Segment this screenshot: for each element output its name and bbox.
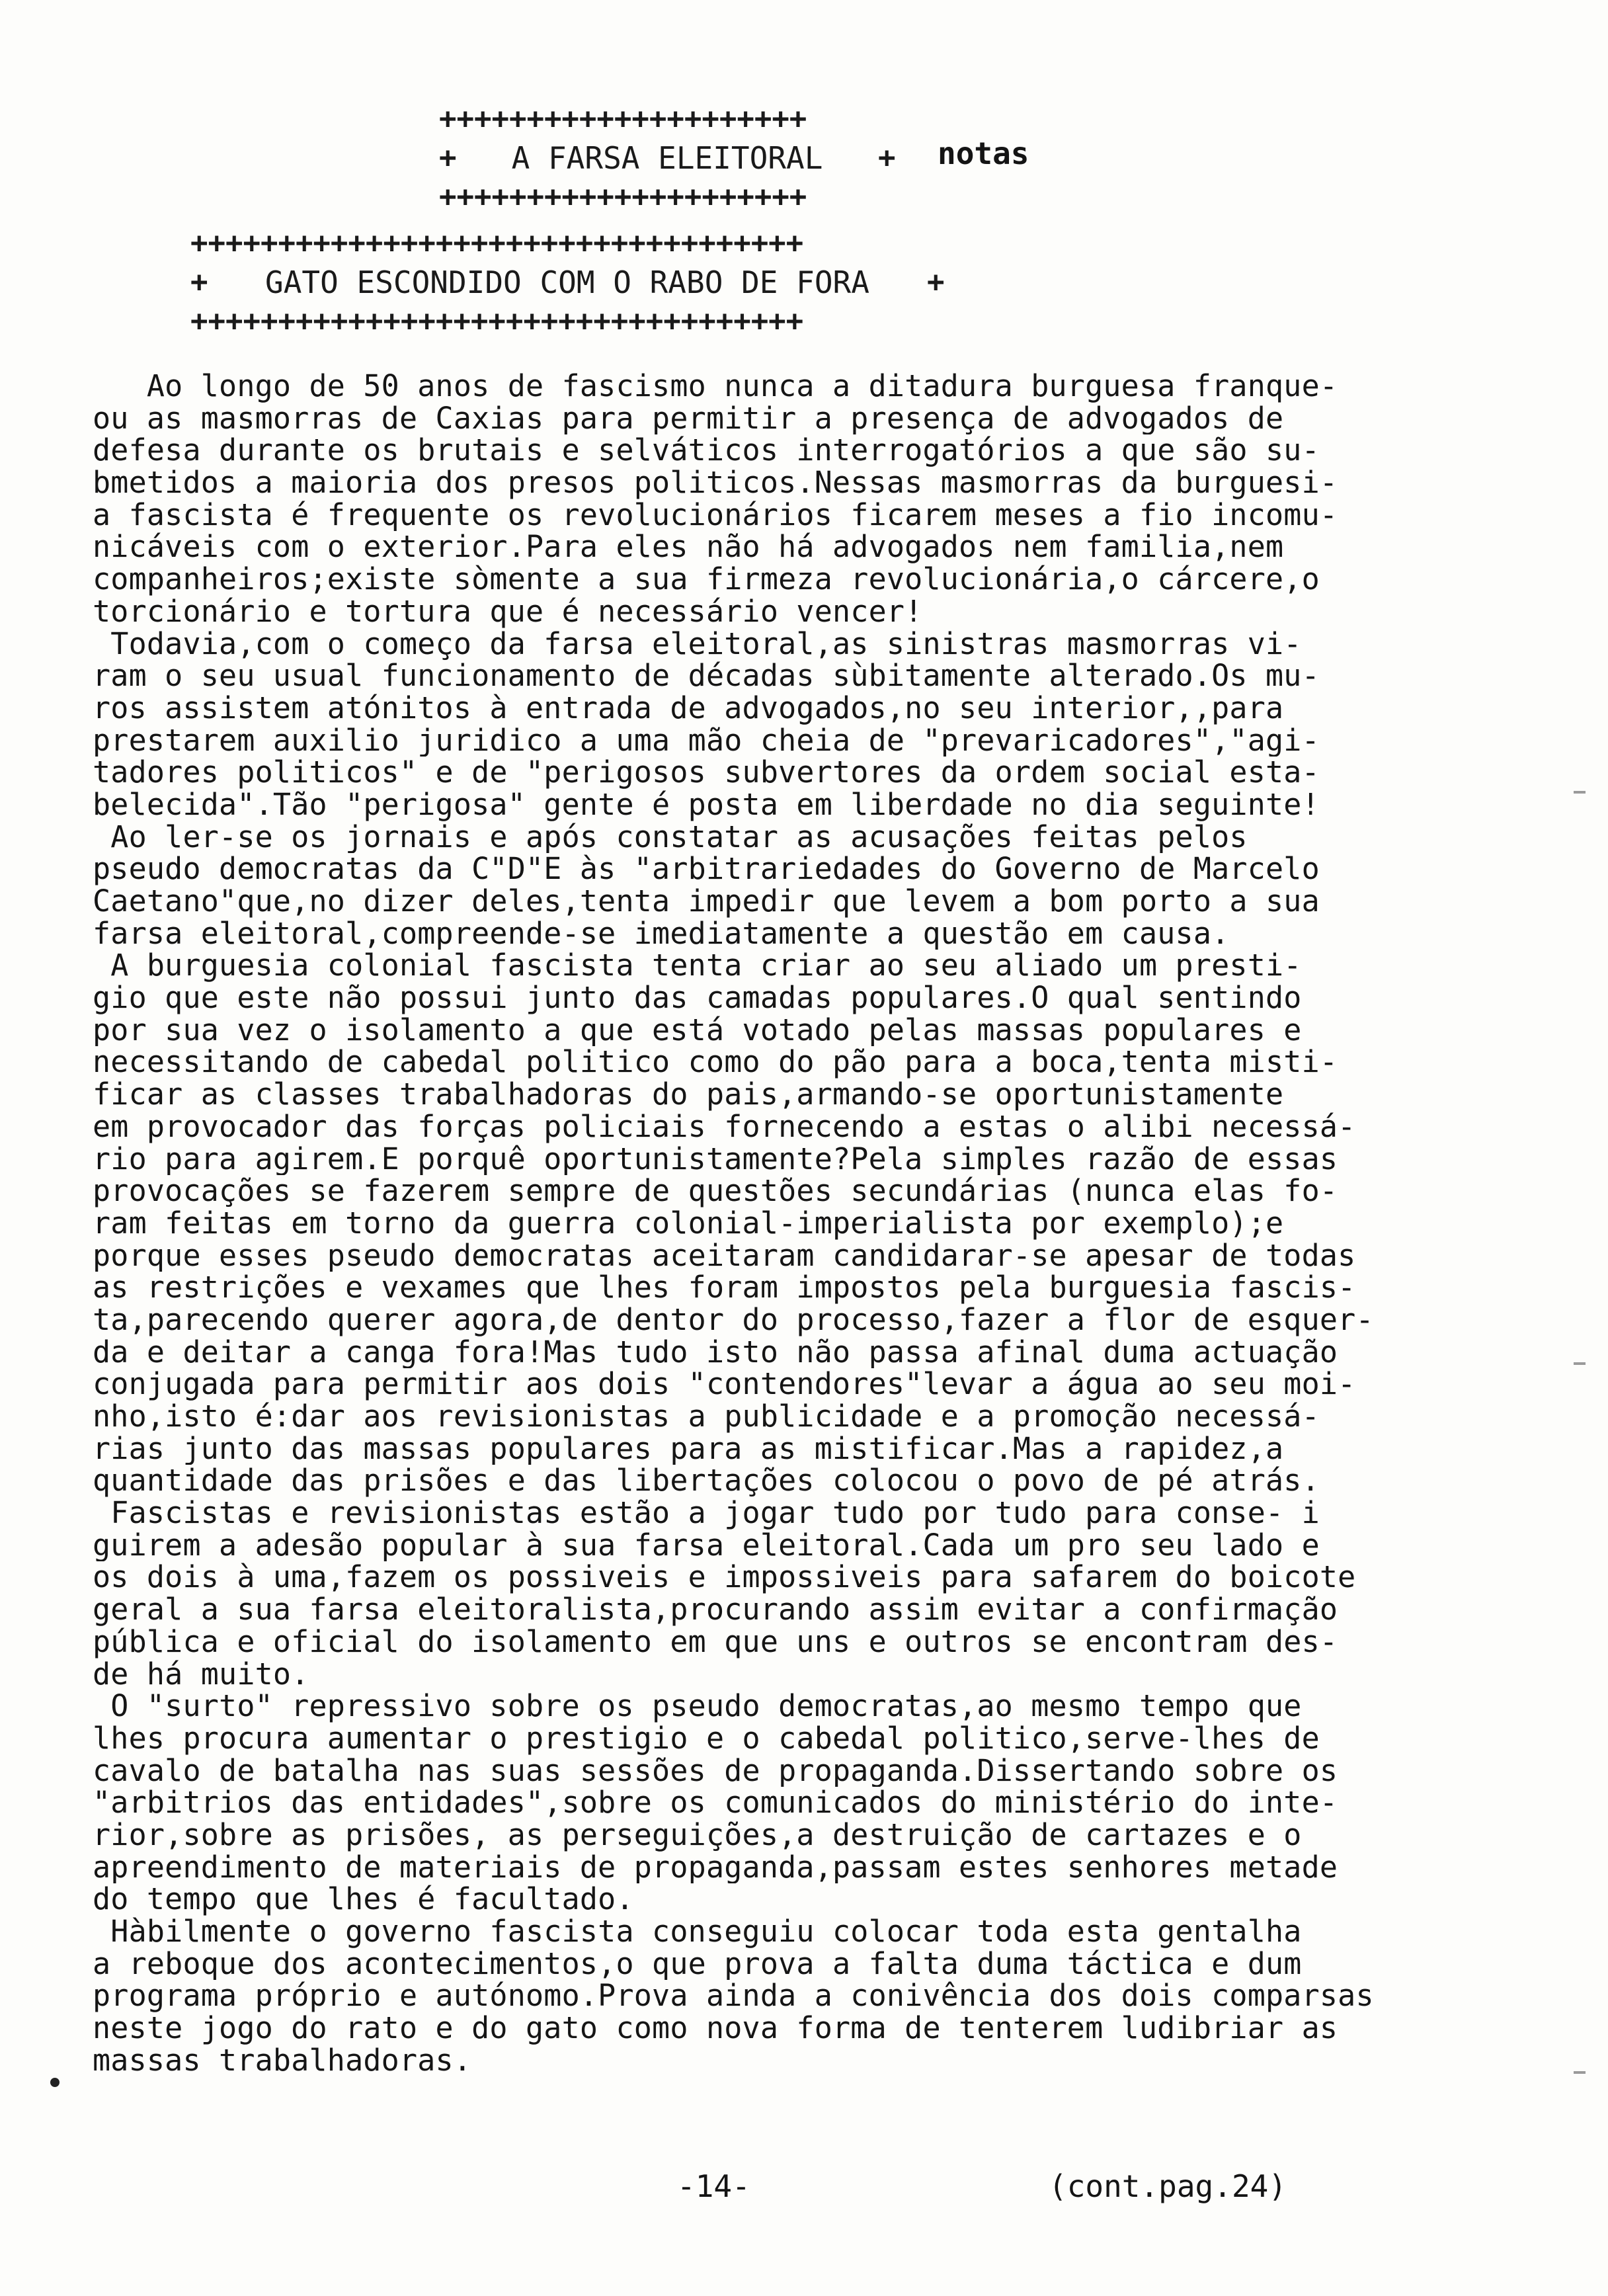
body-line: da e deitar a canga fora!Mas tudo isto não passa afinal duma actuação bbox=[93, 1336, 1338, 1369]
body-line: apreendimento de materiais de propaganda,passam estes senhores metade bbox=[93, 1851, 1338, 1884]
body-line: Caetano"que,no dizer deles,tenta impedir que levem a bom porto a sua bbox=[93, 885, 1320, 918]
body-line: de há muito. bbox=[93, 1658, 309, 1691]
body-line: provocações se fazerem sempre de questões secundárias (nunca elas fo- bbox=[93, 1175, 1338, 1208]
header-title-box bbox=[439, 104, 895, 212]
body-line: quantidade das prisões e das libertações colocou o povo de pé atrás. bbox=[93, 1465, 1320, 1498]
body-line: rio para agirem.E porquê oportunistamente?Pela simples razão de essas bbox=[93, 1143, 1338, 1176]
body-line: ram o seu usual funcionamento de décadas sùbitamente alterado.Os mu- bbox=[93, 660, 1320, 692]
body-line: cavalo de batalha nas suas sessões de propaganda.Dissertando sobre os bbox=[93, 1754, 1338, 1787]
article-body bbox=[93, 370, 1488, 2076]
body-line: A burguesia colonial fascista tenta criar ao seu aliado um presti- bbox=[93, 950, 1302, 983]
body-line: nicáveis com o exterior.Para eles não há advogados nem familia,nem bbox=[93, 531, 1284, 564]
body-line: ta,parecendo querer agora,de dentor do processo,fazer a flor de esquer- bbox=[93, 1303, 1374, 1336]
body-line: ros assistem atónitos à entrada de advogados,no seu interior,,para bbox=[93, 692, 1284, 725]
body-line: porque esses pseudo democratas aceitaram candidarar-se apesar de todas bbox=[93, 1239, 1356, 1272]
body-line: ou as masmorras de Caxias para permitir a presença de advogados de bbox=[93, 402, 1284, 435]
body-line: "arbitrios das entidades",sobre os comunicados do ministério do inte- bbox=[93, 1787, 1338, 1819]
body-line: Ao longo de 50 anos de fascismo nunca a ditadura burguesa franque- bbox=[93, 370, 1338, 403]
body-line: defesa durante os brutais e selváticos interrogatórios a que são su- bbox=[93, 434, 1320, 468]
subtitle-box-row bbox=[190, 258, 944, 307]
subtitle-box-top-border: +++++++++++++++++++++++++++++++++++ bbox=[190, 229, 804, 258]
margin-scan-mark bbox=[1574, 791, 1586, 794]
article-subtitle: GATO ESCONDIDO COM O RABO DE FORA bbox=[265, 265, 869, 300]
body-line: rior,sobre as prisões, as perseguições,a destruição de cartazes e o bbox=[93, 1819, 1302, 1852]
header-title: A FARSA ELEITORAL bbox=[511, 140, 823, 176]
body-line: por sua vez o isolamento a que está votado pelas massas populares e bbox=[93, 1014, 1302, 1047]
body-line: massas trabalhadoras. bbox=[93, 2044, 472, 2077]
body-line: os dois à uma,fazem os possiveis e impossiveis para safarem do boicote bbox=[93, 1561, 1356, 1594]
body-line: a fascista é frequente os revolucionários ficarem meses a fio incomu- bbox=[93, 499, 1338, 532]
continued-reference: (cont.pag.24) bbox=[1049, 2168, 1287, 2204]
body-line: ram feitas em torno da guerra colonial-imperialista por exemplo);e bbox=[93, 1207, 1284, 1240]
body-line: Fascistas e revisionistas estão a jogar tudo por tudo para conse- i bbox=[93, 1497, 1320, 1530]
body-line: companheiros;existe sòmente a sua firmeza revolucionária,o cárcere,o bbox=[93, 563, 1320, 596]
body-line: nho,isto é:dar aos revisionistas a publicidade e a promoção necessá- bbox=[93, 1401, 1320, 1433]
body-line: neste jogo do rato e do gato como nova forma de tenterem ludibriar as bbox=[93, 2012, 1338, 2045]
subtitle-box-right-border: + bbox=[927, 265, 945, 299]
header-box-left-border: + bbox=[439, 141, 457, 175]
body-line: necessitando de cabedal politico como do pão para a boca,tenta misti- bbox=[93, 1046, 1338, 1079]
body-line: tadores politicos" e de "perigosos subvertores da ordem social esta- bbox=[93, 757, 1320, 789]
header-box-bottom-border: +++++++++++++++++++++ bbox=[439, 183, 807, 212]
margin-bullet-mark bbox=[50, 2078, 60, 2087]
body-line: Ao ler-se os jornais e após constatar as acusações feitas pelos bbox=[93, 821, 1248, 854]
margin-scan-mark bbox=[1574, 1362, 1586, 1365]
page-number: -14- bbox=[677, 2168, 750, 2204]
body-line: rias junto das massas populares para as mistificar.Mas a rapidez,a bbox=[93, 1432, 1284, 1465]
body-line: gio que este não possui junto das camadas populares.O qual sentindo bbox=[93, 982, 1302, 1014]
subtitle-box-bottom-border: +++++++++++++++++++++++++++++++++++ bbox=[190, 307, 804, 336]
body-line: Hàbilmente o governo fascista conseguiu colocar toda esta gentalha bbox=[93, 1916, 1302, 1948]
header-box-right-border: + bbox=[878, 141, 896, 175]
body-line: bmetidos a maioria dos presos politicos.Nessas masmorras da burguesi- bbox=[93, 467, 1338, 499]
section-note-label: notas bbox=[938, 136, 1029, 171]
header-box-top-border: +++++++++++++++++++++ bbox=[439, 104, 807, 134]
body-line: pseudo democratas da C"D"E às "arbitrariedades do Governo de Marcelo bbox=[93, 853, 1320, 885]
body-line: prestarem auxilio juridico a uma mão cheia de "prevaricadores","agi- bbox=[93, 724, 1320, 757]
body-line: Todavia,com o começo da farsa eleitoral,as sinistras masmorras vi- bbox=[93, 628, 1302, 661]
body-line: O "surto" repressivo sobre os pseudo democratas,ao mesmo tempo que bbox=[93, 1690, 1302, 1723]
body-line: do tempo que lhes é facultado. bbox=[93, 1883, 634, 1916]
body-line: torcionário e tortura que é necessário vencer! bbox=[93, 595, 923, 628]
margin-scan-mark bbox=[1574, 2071, 1586, 2074]
body-line: ficar as classes trabalhadoras do pais,armando-se oportunistamente bbox=[93, 1079, 1284, 1111]
subtitle-box-left-border: + bbox=[190, 265, 208, 299]
body-line: farsa eleitoral,compreende-se imediatamente a questão em causa. bbox=[93, 917, 1230, 950]
body-line: guirem a adesão popular à sua farsa eleitoral.Cada um pro seu lado e bbox=[93, 1529, 1320, 1562]
body-line: as restrições e vexames que lhes foram impostos pela burguesia fascis- bbox=[93, 1272, 1356, 1304]
body-line: lhes procura aumentar o prestigio e o cabedal politico,serve-lhes de bbox=[93, 1722, 1320, 1755]
header-box-row bbox=[439, 134, 895, 183]
body-line: conjugada para permitir aos dois "contendores"levar a água ao seu moi- bbox=[93, 1368, 1356, 1401]
body-line: pública e oficial do isolamento em que uns e outros se encontram des- bbox=[93, 1625, 1338, 1659]
body-line: a reboque dos acontecimentos,o que prova a falta duma táctica e dum bbox=[93, 1948, 1302, 1981]
body-line: programa próprio e autónomo.Prova ainda a conivência dos dois comparsas bbox=[93, 1980, 1374, 2013]
subtitle-box bbox=[190, 229, 944, 336]
body-line: em provocador das forças policiais fornecendo a estas o alibi necessá- bbox=[93, 1110, 1356, 1143]
body-line: belecida".Tão "perigosa" gente é posta em liberdade no dia seguinte! bbox=[93, 788, 1320, 821]
body-line: geral a sua farsa eleitoralista,procurando assim evitar a confirmação bbox=[93, 1594, 1338, 1626]
